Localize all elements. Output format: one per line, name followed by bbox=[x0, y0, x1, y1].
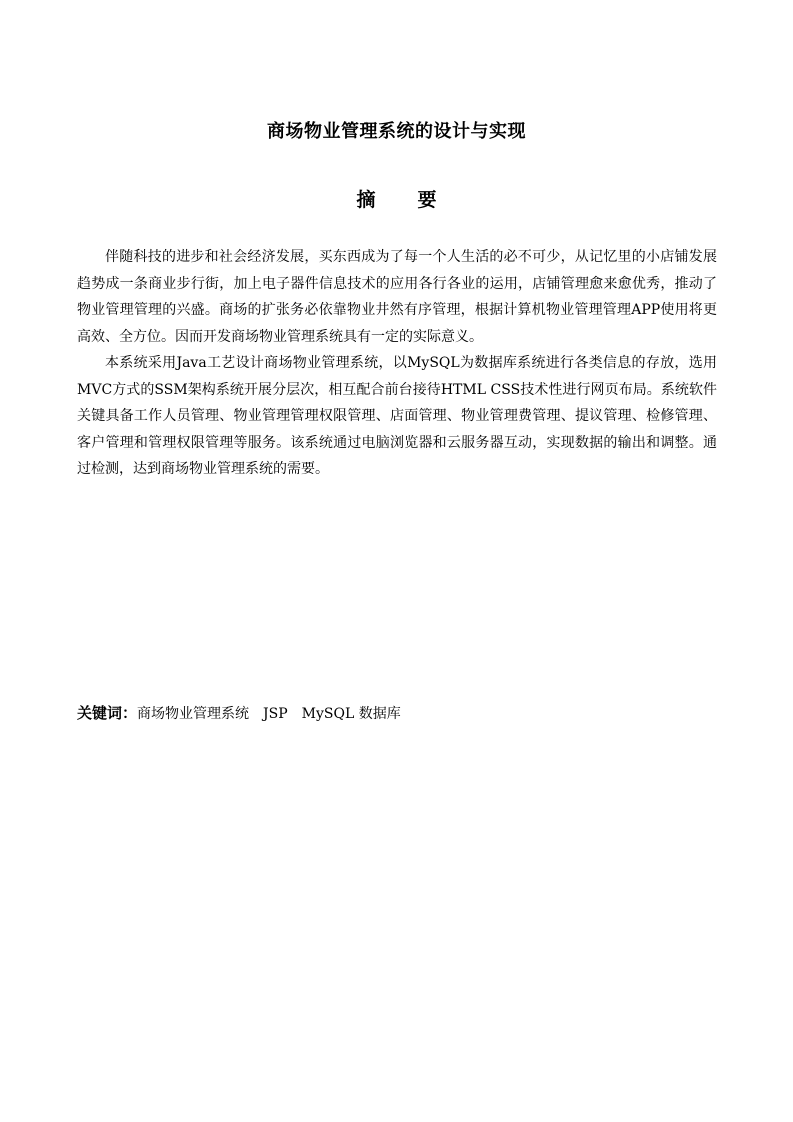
abstract-body bbox=[77, 244, 717, 483]
keyword-item: MySQL 数据库 bbox=[301, 706, 401, 722]
keyword-item: 商场物业管理系统 bbox=[137, 706, 250, 722]
keyword-item: JSP bbox=[263, 706, 288, 722]
keywords-label: 关键词： bbox=[77, 704, 138, 722]
abstract-paragraph-2: 本系统采用Java工艺设计商场物业管理系统，以MySQL为数据库系统进行各类信息的存放，选用MVC方式的SSM架构系统开展分层次，相互配合前台接待HTML CSS技术性进行网页布局。系统软件关键具备工作人员管理、物业管理管理权限管理、店面管理、物业管理费管理、提议管理、检修管理、客户管理和管理权限管理等服务。该系统通过电脑浏览器和云服务器互动，实现数据的输出和调整。通过检测，达到商场物业管理系统的需要。 bbox=[77, 355, 717, 477]
document-title: 商场物业管理系统的设计与实现 bbox=[267, 121, 526, 142]
keywords-line bbox=[77, 700, 717, 727]
abstract-heading: 摘要 bbox=[356, 189, 479, 211]
abstract-paragraph-1: 伴随科技的进步和社会经济发展，买东西成为了每一个人生活的必不可少，从记忆里的小店铺发展趋势成一条商业步行街，加上电子器件信息技术的应用各行各业的运用，店铺管理愈来愈优秀，推动了物业管理管理的兴盛。商场的扩张务必依靠物业井然有序管理，根据计算机物业管理管理APP使用将更高效、全方位。因而开发商场物业管理系统具有一定的实际意义。 bbox=[77, 249, 717, 345]
